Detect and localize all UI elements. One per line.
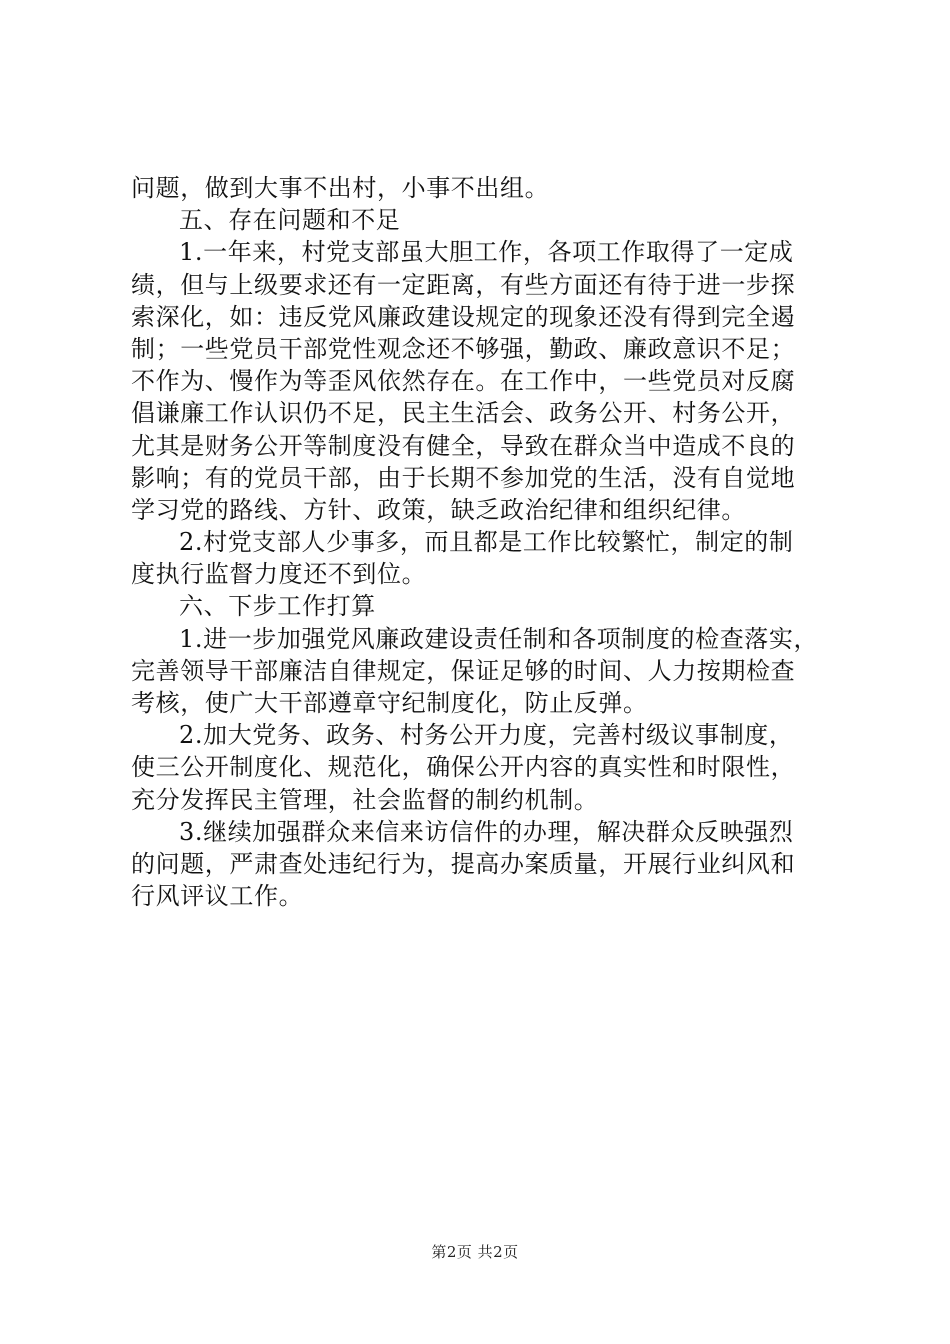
text-line: 1.一年来，村党支部虽大胆工作，各项工作取得了一定成 bbox=[179, 238, 794, 267]
text-line: 完善领导干部廉洁自律规定，保证足够的时间、人力按期检查 bbox=[131, 656, 796, 685]
section-heading: 六、下步工作打算 bbox=[179, 592, 376, 621]
text-line: 2.村党支部人少事多，而且都是工作比较繁忙，制定的制 bbox=[179, 528, 794, 557]
text-line: 问题，做到大事不出村，小事不出组。 bbox=[131, 174, 550, 202]
text-line: 3.继续加强群众来信来访信件的办理，解决群众反映强烈 bbox=[179, 817, 794, 846]
text-line: 行风评议工作。 bbox=[131, 882, 304, 911]
text-line: 的问题，严肃查处违纪行为，提高办案质量，开展行业纠风和 bbox=[131, 849, 796, 878]
text-line: 充分发挥民主管理，社会监督的制约机制。 bbox=[131, 785, 599, 814]
text-line: 倡谦廉工作认识仍不足，民主生活会、政务公开、村务公开， bbox=[131, 399, 796, 428]
text-line: 索深化，如：违反党风廉政建设规定的现象还没有得到完全遏 bbox=[131, 302, 796, 331]
page-number-footer: 第2页 共2页 bbox=[431, 1243, 519, 1261]
text-line: 不作为、慢作为等歪风依然存在。在工作中，一些党员对反腐 bbox=[131, 367, 796, 396]
text-line: 绩，但与上级要求还有一定距离，有些方面还有待于进一步探 bbox=[131, 270, 796, 299]
document-body bbox=[131, 172, 831, 912]
text-line: 影响；有的党员干部，由于长期不参加党的生活，没有自觉地 bbox=[131, 463, 796, 492]
text-line: 考核，使广大干部遵章守纪制度化，防止反弹。 bbox=[131, 689, 648, 717]
section-heading: 五、存在问题和不足 bbox=[179, 206, 401, 235]
text-line: 2.加大党务、政务、村务公开力度，完善村级议事制度， bbox=[179, 721, 794, 750]
text-line: 1.进一步加强党风廉政建设责任制和各项制度的检查落实， bbox=[179, 624, 819, 653]
text-line: 尤其是财务公开等制度没有健全，导致在群众当中造成不良的 bbox=[131, 431, 796, 460]
text-line: 使三公开制度化、规范化，确保公开内容的真实性和时限性， bbox=[131, 753, 796, 782]
text-line: 学习党的路线、方针、政策，缺乏政治纪律和组织纪律。 bbox=[131, 495, 746, 524]
text-line: 制；一些党员干部党性观念还不够强，勤政、廉政意识不足； bbox=[131, 334, 796, 363]
text-line: 度执行监督力度还不到位。 bbox=[131, 560, 427, 589]
